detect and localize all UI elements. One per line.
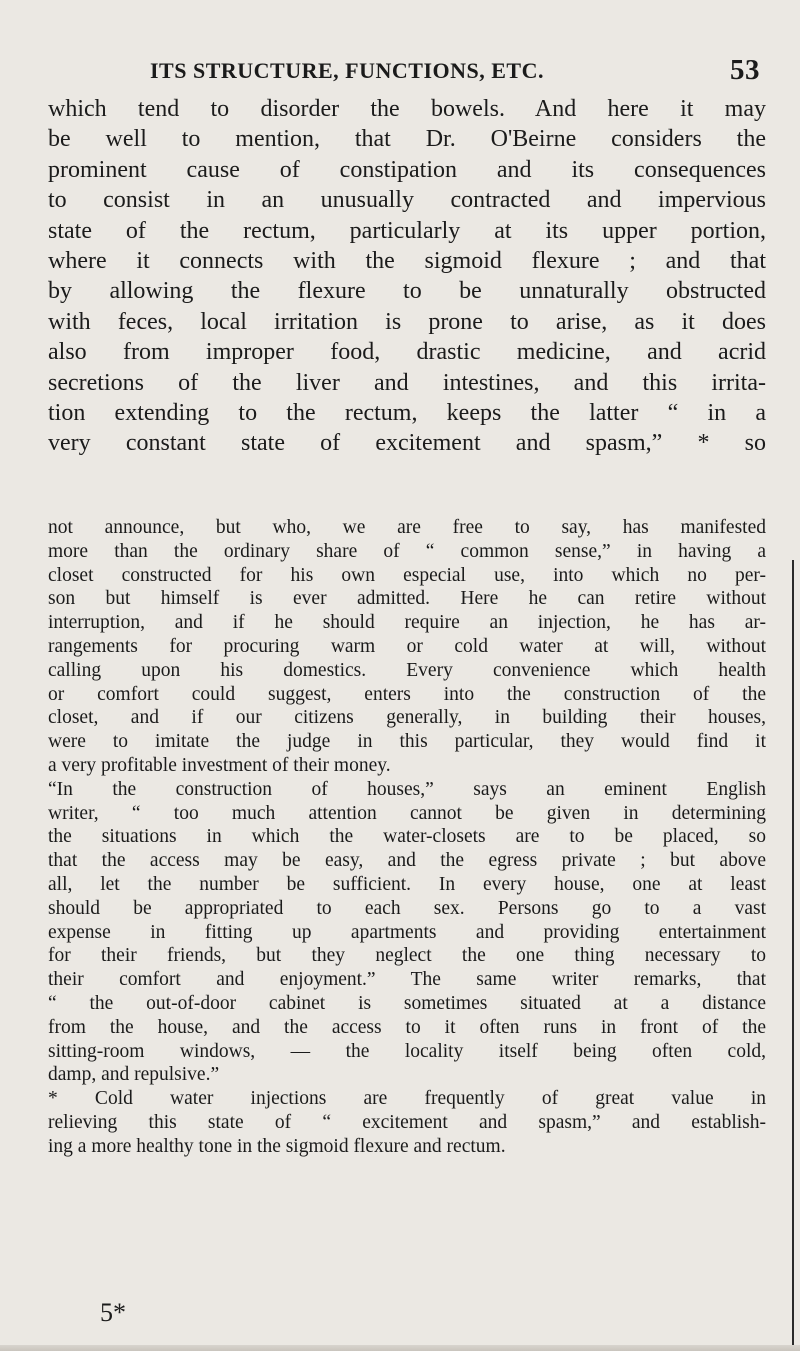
main-text-block xyxy=(48,94,766,459)
text-line: rangements for procuring warm or cold water at will, without xyxy=(48,635,766,657)
text-line: all, let the number be sufficient. In every house, one at least xyxy=(48,873,766,895)
text-line: interruption, and if he should require an injection, he has ar- xyxy=(48,612,766,634)
text-line: state of the rectum, particularly at its upper portion, xyxy=(48,217,766,244)
text-line: which tend to disorder the bowels. And here it may xyxy=(48,96,766,122)
footnote-line: * Cold water injections are frequently of great value in xyxy=(48,1088,766,1110)
text-line: very constant state of excitement and spasm,” * so xyxy=(48,430,766,457)
text-line: “ the out-of-door cabinet is sometimes situated at a distance xyxy=(48,992,766,1014)
text-line: “In the construction of houses,” says an eminent English xyxy=(48,778,766,800)
text-line: closet constructed for his own especial use, into which no per- xyxy=(48,564,766,586)
text-line: to consist in an unusually contracted and impervious xyxy=(48,187,766,214)
text-line: a very profitable investment of their money. xyxy=(48,754,391,776)
text-line: calling upon his domestics. Every convenience which health xyxy=(48,659,766,681)
text-line: where it connects with the sigmoid flexure ; and that xyxy=(48,248,766,275)
text-line: be well to mention, that Dr. O'Beirne considers the xyxy=(48,126,766,153)
text-line: the situations in which the water-closets are to be placed, so xyxy=(48,826,766,848)
text-line: their comfort and enjoyment.” The same writer remarks, that xyxy=(48,969,766,991)
text-line: tion extending to the rectum, keeps the latter “ in a xyxy=(48,400,766,427)
footnote-line: relieving this state of “ excitement and spasm,” and establish- xyxy=(48,1111,766,1133)
signature-mark: 5* xyxy=(100,1298,126,1327)
text-line: with feces, local irritation is prone to arise, as it does xyxy=(48,308,766,335)
running-head-title: ITS STRUCTURE, FUNCTIONS, ETC. xyxy=(150,58,544,83)
text-line: writer, “ too much attention cannot be given in determining xyxy=(48,802,766,824)
text-line: or comfort could suggest, enters into the construction of the xyxy=(48,683,766,705)
page-number: 53 xyxy=(730,54,760,86)
text-line: prominent cause of constipation and its consequences xyxy=(48,156,766,183)
running-head xyxy=(150,54,760,88)
text-line: expense in fitting up apartments and providing entertainment xyxy=(48,921,766,943)
text-line: should be appropriated to each sex. Persons go to a vast xyxy=(48,897,766,919)
text-line: closet, and if our citizens generally, in building their houses, xyxy=(48,707,766,729)
text-line: by allowing the flexure to be unnaturally obstructed xyxy=(48,278,766,305)
text-line: sitting-room windows, — the locality itself being often cold, xyxy=(48,1040,766,1062)
text-line: not announce, but who, we are free to say, has manifested xyxy=(48,517,766,538)
text-line: son but himself is ever admitted. Here he can retire without xyxy=(48,588,766,610)
footnote-line: ing a more healthy tone in the sigmoid flexure and rectum. xyxy=(48,1135,506,1157)
scan-edge xyxy=(0,1345,800,1351)
text-line: from the house, and the access to it often runs in front of the xyxy=(48,1016,766,1038)
footnote-text-block xyxy=(48,516,766,1159)
text-line: damp, and repulsive.” xyxy=(48,1064,220,1086)
text-line: more than the ordinary share of “ common sense,” in having a xyxy=(48,540,766,562)
text-line: for their friends, but they neglect the one thing necessary to xyxy=(48,945,766,967)
scan-edge xyxy=(792,560,794,1351)
text-line: also from improper food, drastic medicine, and acrid xyxy=(48,339,766,366)
text-line: secretions of the liver and intestines, and this irrita- xyxy=(48,369,766,396)
text-line: were to imitate the judge in this particular, they would find it xyxy=(48,731,766,753)
text-line: that the access may be easy, and the egress private ; but above xyxy=(48,850,766,872)
